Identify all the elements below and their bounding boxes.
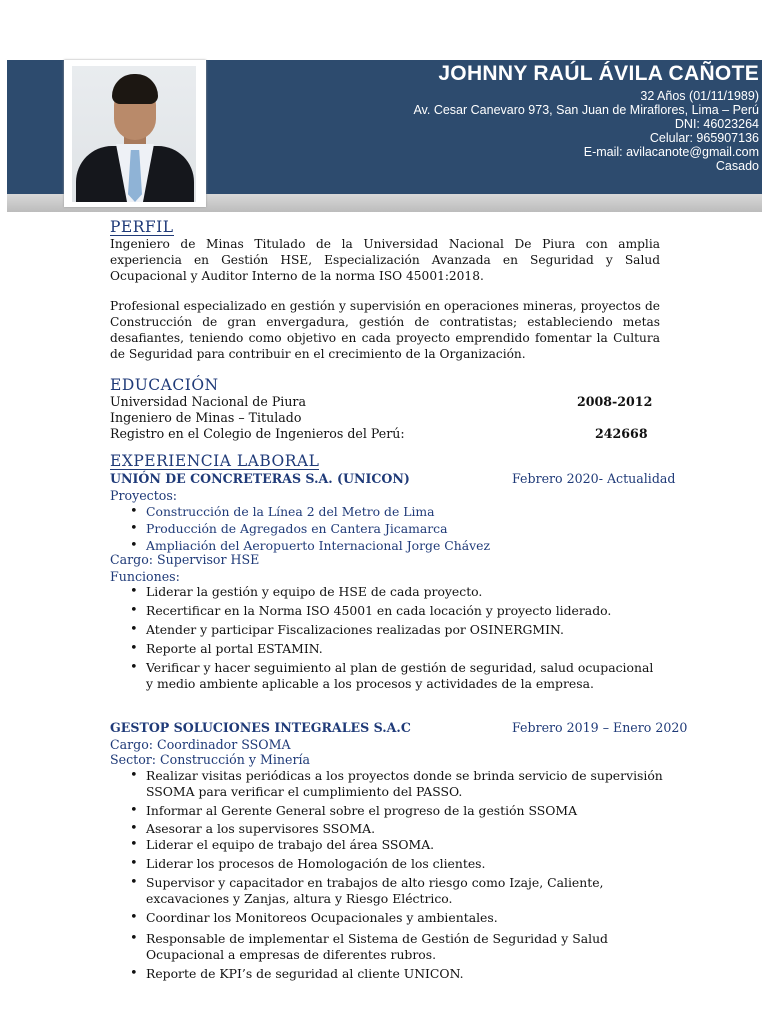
- list-item: • Liderar la gestión y equipo de HSE de cada proyecto.: [110, 584, 670, 600]
- candidate-name: JOHNNY RAÚL ÁVILA CAÑOTE: [438, 62, 759, 85]
- education-years: 2008-2012: [577, 394, 653, 409]
- phone: Celular: 965907136: [649, 131, 759, 145]
- job2-period: Febrero 2019 – Enero 2020: [512, 720, 688, 735]
- job2-functions-list: [110, 768, 670, 982]
- list-item: • Coordinar los Monitoreos Ocupacionales y ambientales.: [110, 910, 670, 926]
- job1-period: Febrero 2020- Actualidad: [512, 471, 676, 486]
- age: 32 Años (01/11/1989): [640, 89, 759, 103]
- dni: DNI: 46023264: [674, 117, 759, 131]
- job2-company: GESTOP SOLUCIONES INTEGRALES S.A.C: [110, 720, 411, 735]
- address: Av. Cesar Canevaro 973, San Juan de Miraflores, Lima – Perú: [413, 103, 759, 117]
- list-item: • Recertificar en la Norma ISO 45001 en cada locación y proyecto liderado.: [110, 603, 670, 619]
- job1-projects-list: [110, 503, 670, 554]
- email: E-mail: avilacanote@gmail.com: [583, 145, 759, 159]
- job2-role: Cargo: Coordinador SSOMA: [110, 737, 291, 752]
- job1-functions-label: Funciones:: [110, 569, 180, 584]
- list-item: • Ampliación del Aeropuerto Internacional Jorge Chávez: [110, 537, 670, 554]
- section-title-educacion: EDUCACIÓN: [110, 376, 219, 394]
- list-item: • Liderar el equipo de trabajo del área SSOMA.: [110, 837, 670, 853]
- education-registry-label: Registro en el Colegio de Ingenieros del Perú:: [110, 426, 405, 441]
- portrait-image: [72, 66, 196, 202]
- list-item: • Informar al Gerente General sobre el progreso de la gestión SSOMA: [110, 803, 670, 819]
- list-item: • Atender y participar Fiscalizaciones realizadas por OSINERGMIN.: [110, 622, 670, 638]
- job1-projects-label: Proyectos:: [110, 488, 178, 503]
- education-registry-number: 242668: [595, 426, 648, 441]
- section-title-experiencia: EXPERIENCIA LABORAL: [110, 452, 320, 470]
- list-item: • Reporte al portal ESTAMIN.: [110, 641, 670, 657]
- list-item: • Verificar y hacer seguimiento al plan de gestión de seguridad, salud ocupacional y medio ambiente aplicable a los procesos y actividades de la empresa.: [110, 660, 670, 692]
- job1-company: UNIÓN DE CONCRETERAS S.A. (UNICON): [110, 471, 410, 486]
- list-item: • Liderar los procesos de Homologación de los clientes.: [110, 856, 670, 872]
- list-item: • Responsable de implementar el Sistema de Gestión de Seguridad y Salud Ocupacional a empresas de diferentes rubros.: [110, 931, 670, 963]
- list-item: • Construcción de la Línea 2 del Metro de Lima: [110, 503, 670, 520]
- section-title-perfil: PERFIL: [110, 218, 174, 236]
- job1-role: Cargo: Supervisor HSE: [110, 552, 260, 567]
- list-item: • Producción de Agregados en Cantera Jicamarca: [110, 520, 670, 537]
- list-item: • Supervisor y capacitador en trabajos de alto riesgo como Izaje, Caliente, excavaciones y Zanjas, altura y Riesgo Eléctrico.: [110, 875, 670, 907]
- list-item: • Reporte de KPI’s de seguridad al cliente UNICON.: [110, 966, 670, 982]
- education-degree: Ingeniero de Minas – Titulado: [110, 410, 302, 425]
- job2-sector: Sector: Construcción y Minería: [110, 752, 311, 767]
- list-item: • Asesorar a los supervisores SSOMA.: [110, 821, 670, 837]
- profile-photo: [64, 60, 206, 207]
- marital-status: Casado: [715, 159, 759, 173]
- job1-functions-list: [110, 584, 670, 692]
- education-university: Universidad Nacional de Piura: [110, 394, 306, 409]
- list-item: • Realizar visitas periódicas a los proyectos donde se brinda servicio de supervisión SSOMA para verificar el cumplimiento del PASSO.: [110, 768, 670, 800]
- perfil-paragraph-1: Ingeniero de Minas Titulado de la Universidad Nacional De Piura con amplia experiencia en Gestión HSE, Especialización Avanzada en Seguridad y Salud Ocupacional y Auditor Interno de la norma ISO 45001:2018.: [110, 237, 660, 283]
- perfil-paragraph-2: Profesional especializado en gestión y supervisión en operaciones mineras, proyectos de Construcción de gran envergadura, gestión de contratistas; estableciendo metas desafiantes, teniendo como objetivo en cada proyecto emprendido fomentar la Cultura de Seguridad para contribuir en el crecimiento de la Organización.: [110, 299, 660, 361]
